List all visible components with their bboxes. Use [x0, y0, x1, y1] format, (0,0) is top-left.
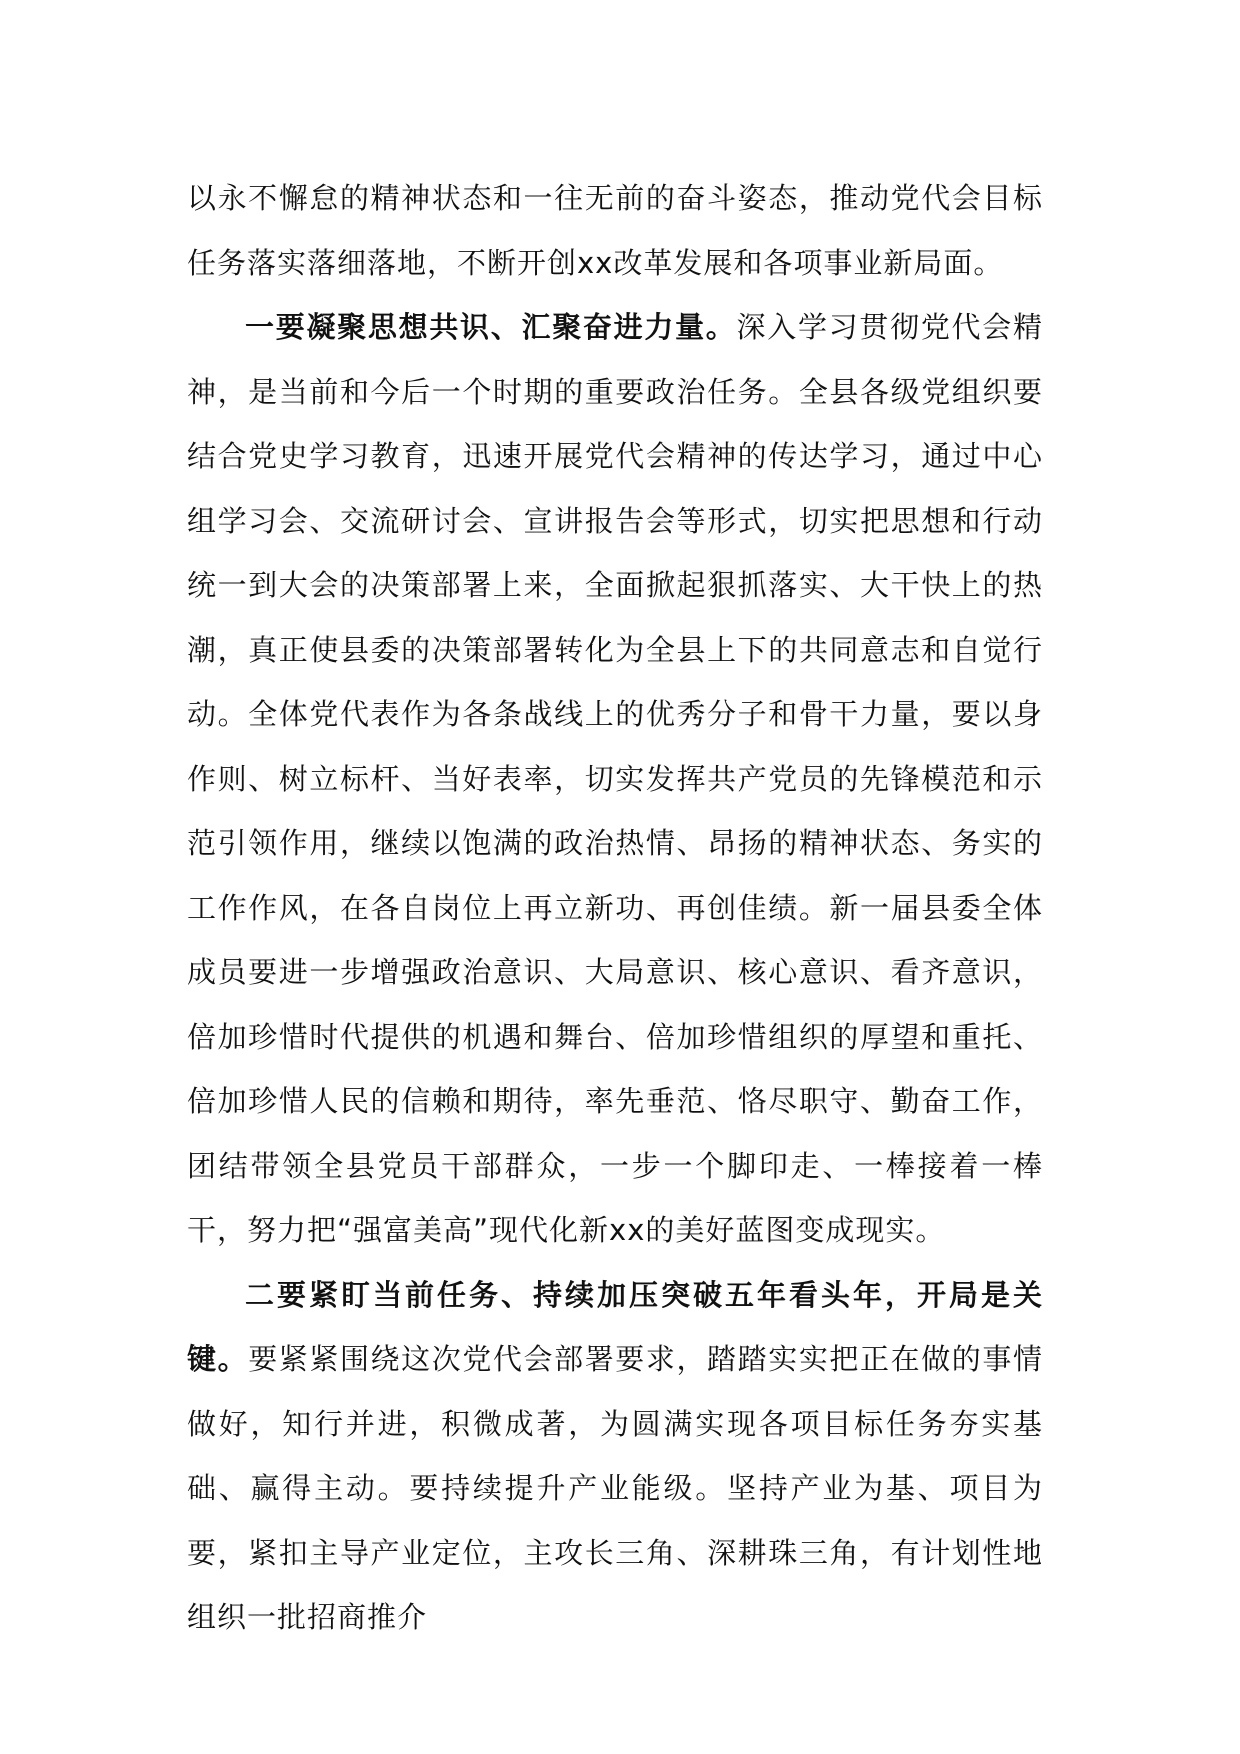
paragraph-2: [187, 295, 1043, 1263]
paragraph-2-lead: 一要凝聚思想共识、汇聚奋进力量。: [245, 310, 737, 344]
paragraph-1: [187, 166, 1043, 295]
paragraph-1-text: 以永不懈怠的精神状态和一往无前的奋斗姿态，推动党代会目标任务落实落细落地，不断开创xx改革发展和各项事业新局面。: [187, 181, 1043, 280]
document-body: [187, 166, 1043, 1650]
paragraph-3: [187, 1263, 1043, 1650]
paragraph-3-text: 要紧紧围绕这次党代会部署要求，踏踏实实把正在做的事情做好，知行并进，积微成著，为圆满实现各项目标任务夯实基础、赢得主动。要持续提升产业能级。坚持产业为基、项目为要，紧扣主导产业定位，主攻长三角、深耕珠三角，有计划性地组织一批招商推介: [187, 1342, 1043, 1634]
paragraph-3-lead: 二要紧盯当前任务、持续加压突破五年看头年，开局是关键。: [187, 1277, 1043, 1376]
paragraph-2-text: 深入学习贯彻党代会精神，是当前和今后一个时期的重要政治任务。全县各级党组织要结合党史学习教育，迅速开展党代会精神的传达学习，通过中心组学习会、交流研讨会、宣讲报告会等形式，切实把思想和行动统一到大会的决策部署上来，全面掀起狠抓落实、大干快上的热潮，真正使县委的决策部署转化为全县上下的共同意志和自觉行动。全体党代表作为各条战线上的优秀分子和骨干力量，要以身作则、树立标杆、当好表率，切实发挥共产党员的先锋模范和示范引领作用，继续以饱满的政治热情、昂扬的精神状态、务实的工作作风，在各自岗位上再立新功、再创佳绩。新一届县委全体成员要进一步增强政治意识、大局意识、核心意识、看齐意识，倍加珍惜时代提供的机遇和舞台、倍加珍惜组织的厚望和重托、倍加珍惜人民的信赖和期待，率先垂范、恪尽职守、勤奋工作，团结带领全县党员干部群众，一步一个脚印走、一棒接着一棒干，努力把“强富美高”现代化新xx的美好蓝图变成现实。: [187, 310, 1043, 1247]
